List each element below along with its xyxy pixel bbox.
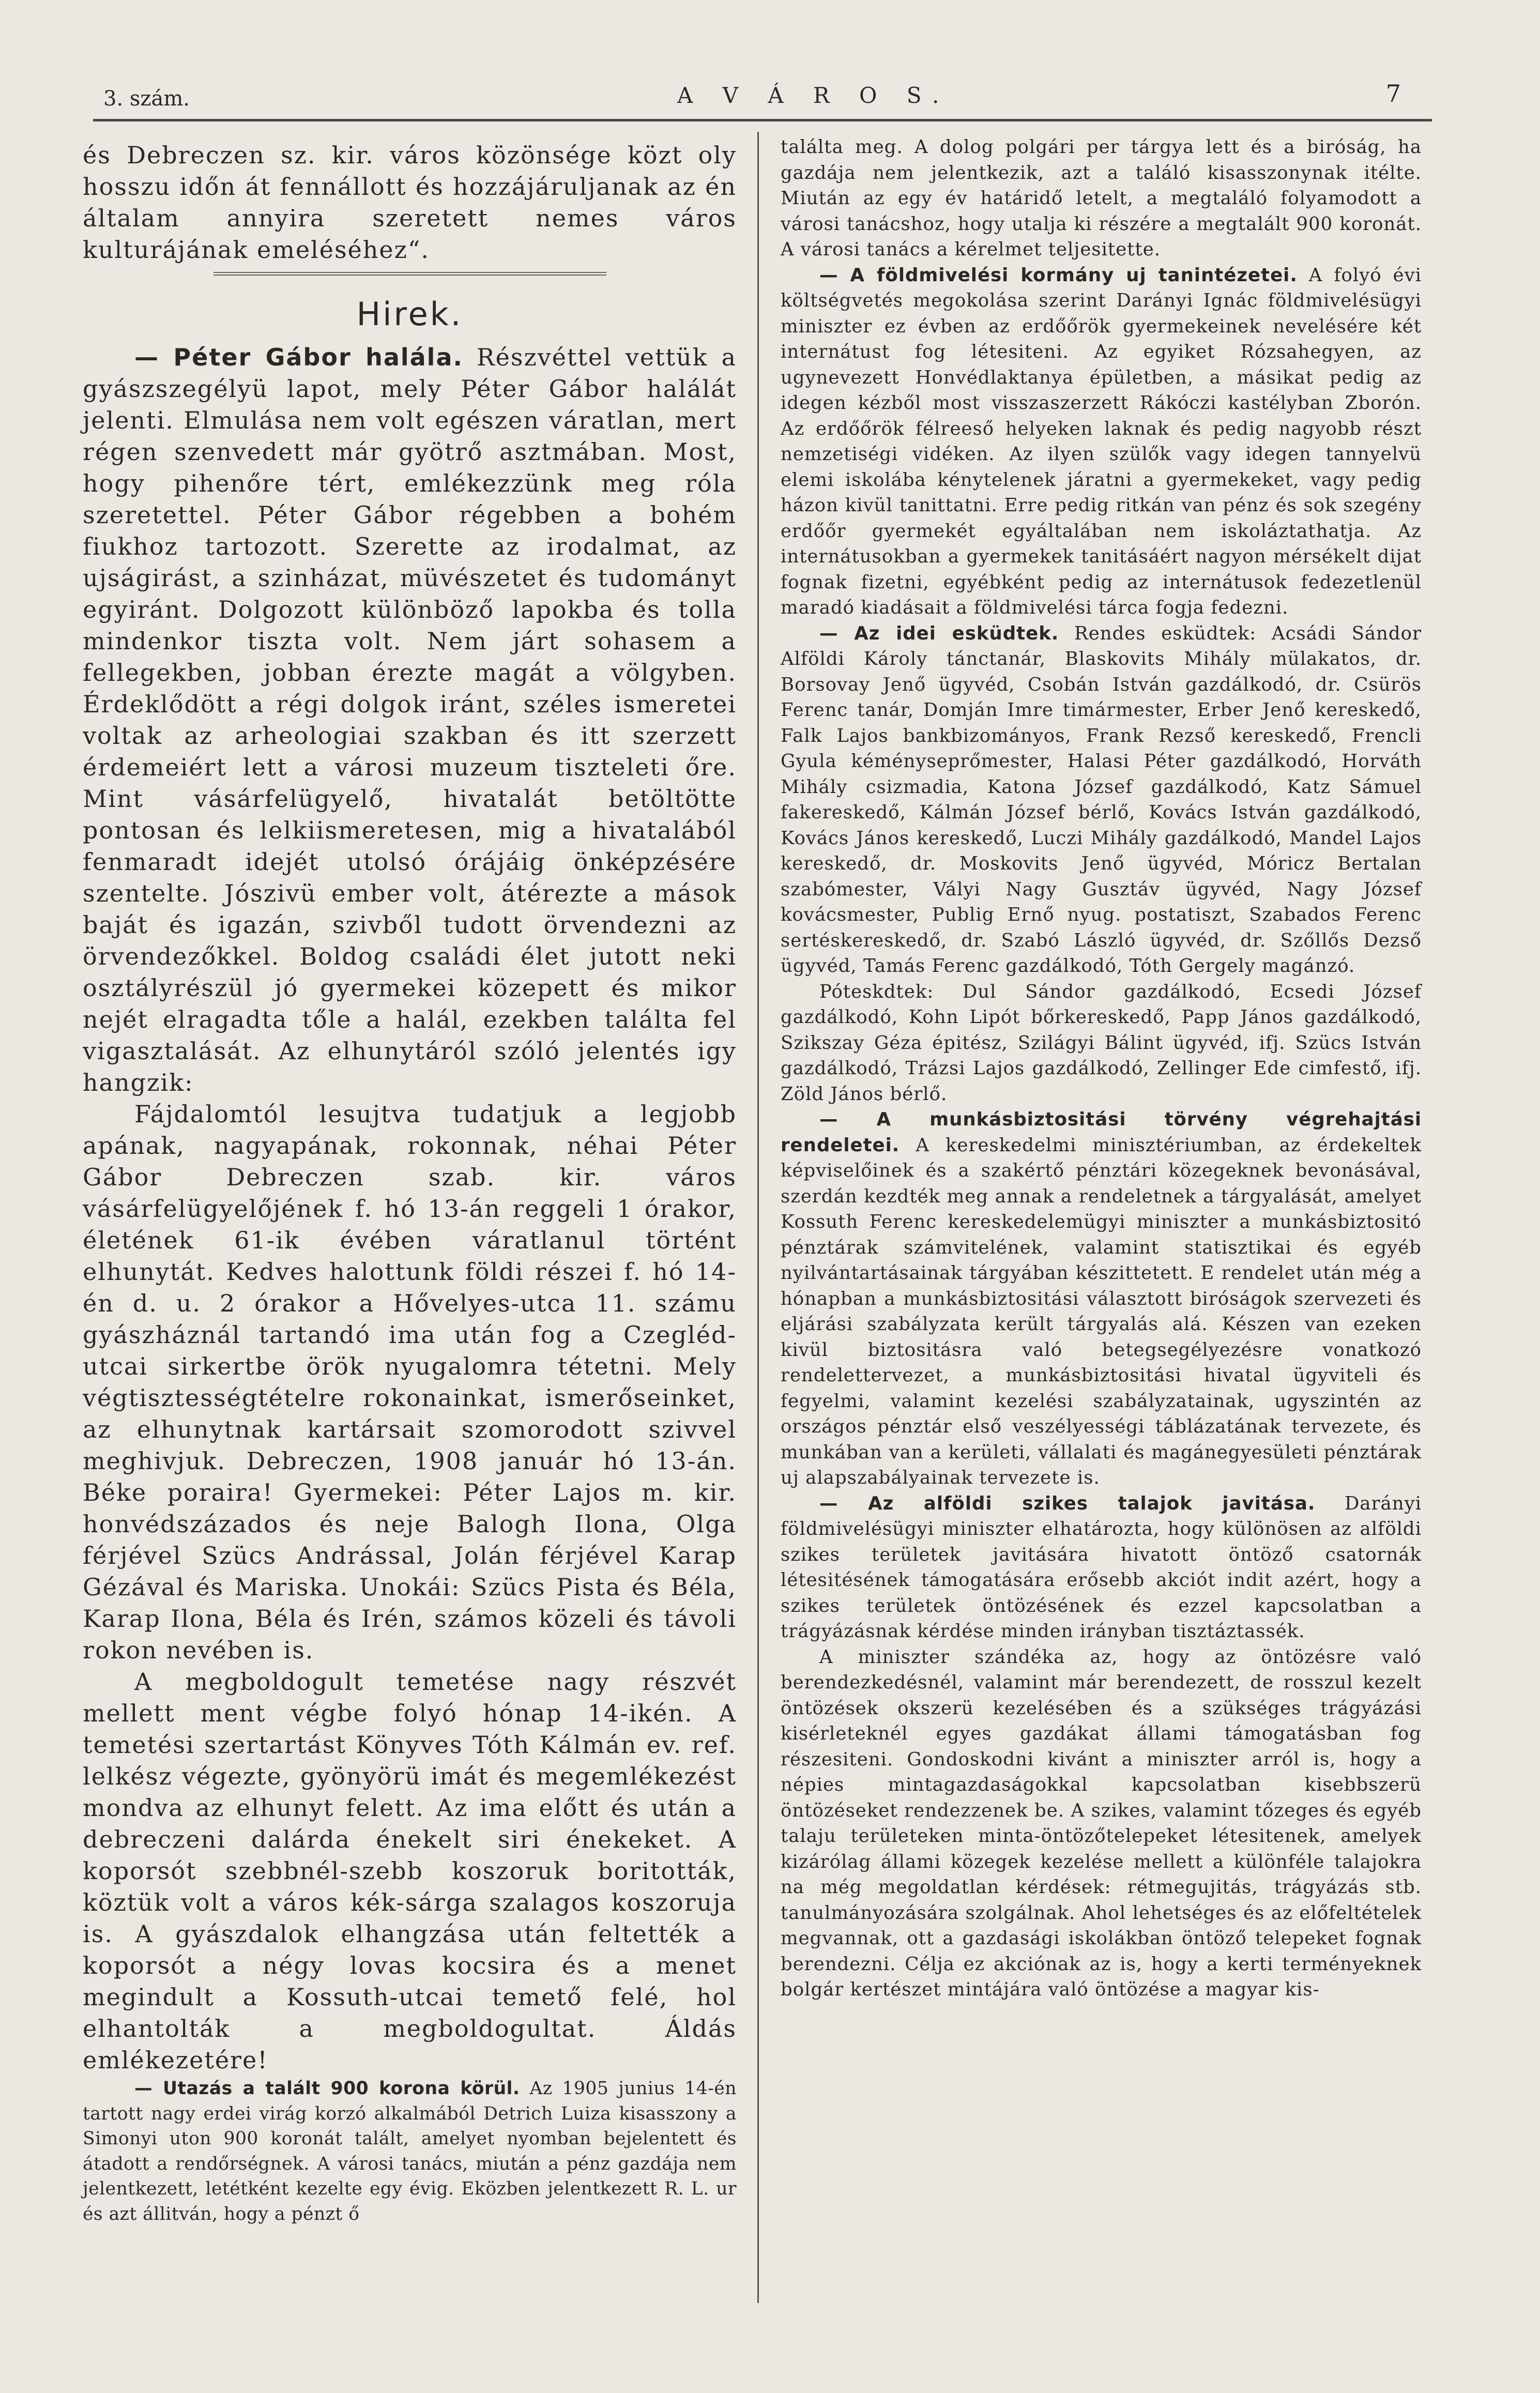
article-headline: — Az idei esküdtek.	[819, 622, 1059, 644]
article-munkasbiztositas	[781, 1107, 1422, 1491]
column-divider	[757, 132, 759, 2303]
continued-text: találta meg. A dolog polgári per tárgya lett és a biróság, ha gazdája nem jelentkezik, azt a találó kisasszonynak itélte. Miután az egy év határidő letelt, a megtaláló folyamodott a városi tanácshoz, hogy utalja ki részére a megtalált 900 koronát. A városi tanács a kérelmet teljesitette.	[781, 136, 1422, 260]
continued-text: és Debreczen sz. kir. város közönsége közt oly hosszu időn át fennállott és hozzájáruljanak az én általam annyira szeretett nemes város kulturájának emeléséhez“.	[83, 141, 737, 264]
obituary-notice: Fájdalomtól lesujtva tudatjuk a legjobb apának, nagyapának, rokonnak, néhai Péter Gábor Debreczen szab. kir. város vásárfelügyelőjének f. hó 13-án reggeli 1 órakor, életének 61-ik évében váratlanul történt elhunytát. Kedves halottunk földi részei f. hó 14-én d. u. 2 órakor a Hővelyes-utca 11. számu gyászháznál tartandó ima után fog a Czegléd-utcai sirkertbe örök nyugalomra tétetni. Mely végtisztességtételre rokonainkat, ismerőseinket, az elhunytnak kartársait szomorodott szivvel meghivjuk. Debreczen, 1908 január hó 13-án. Béke poraira! Gyermekei: Péter Lajos m. kir. honvédszázados és neje Balogh Ilona, Olga férjével Szücs Andrással, Jolán férjével Karap Gézával és Mariska. Unokái: Szücs Pista és Béla, Karap Ilona, Béla és Irén, számos közeli és távoli rokon nevében is.	[83, 1100, 737, 1664]
poteskudtek-list: Póteskdtek: Dul Sándor gazdálkodó, Ecsedi József gazdálkodó, Kohn Lipót bőrkereskedő, Papp János gazdálkodó, Szikszay Géza épitész, Szilágyi Bálint ügyvéd, ifj. Szücs István gazdálkodó, Trázsi Lajos gazdálkodó, Zellinger Ede cimfestő, ifj. Zöld János bérlő.	[781, 981, 1422, 1105]
funeral-report: A megboldogult temetése nagy részvét mellett ment végbe folyó hónap 14-ikén. A temetési szertartást Könyves Tóth Kálmán ev. ref. lelkész végezte, gyönyörü imát és megemlékezést mondva az elhunyt felett. Az ima előtt és után a debreczeni dalárda énekelt siri énekeket. A koporsót szebbnél-szebb koszoruk boritották, köztük volt a város kék-sárga szalagos koszoruja is. A gyászdalok elhangzása után feltették a koporsót a négy lovas kocsira és a menet megindult a Kossuth-utcai temető felé, hol elhantolták a megboldogultat. Áldás emlékezetére!	[83, 1668, 737, 2074]
article-body: A kereskedelmi minisztériumban, az érdekeltek képviselőinek és a szakértő pénztári közegeknek bevonásával, szerdán kezdték meg annak a rendeletnek a tárgyalását, amelyet Kossuth Ferenc kereskedelemügyi miniszter a munkásbiztositó pénztárak számvitelének, valamint statisztikai és egyéb nyilvántartásainak tárgyában készittetett. E rendelet után még a hónapban a munkásbiztositási választott biróságok szervezeti és eljárási szabályzata került tárgyalás alá. Készen van ezeken kivül biztositásra való betegsegélyezésre vonatkozó rendelettervezet, a munkásbiztositási hivatal ügyviteli és fegyelmi, valamint kezelési szabályzatainak, ugyszintén az országos pénztár első veszélyességi táblázatának tervezete, és munkában van a kerületi, vállalati és magánegyesületi pénztárak uj alapszabályainak tervezete is.	[781, 1134, 1422, 1488]
header-rule	[93, 119, 1432, 121]
article-headline: — Utazás a talált 900 korona körül.	[134, 2078, 520, 2099]
section-title: Hirek.	[356, 295, 463, 333]
issue-number: 3. szám.	[103, 87, 190, 111]
article-foldmivelesi	[781, 263, 1422, 621]
article-body: Darányi földmivelésügyi miniszter elhatározta, hogy különösen az alföldi szikes területek javitására hivatott öntöző csatornák létesitésének támogatására erősebb akciót indit azért, hogy a szikes területek öntözésének és ezzel kapcsolatban a trágyázásnak kérdése minden irányban tisztáztassék.	[781, 1492, 1422, 1642]
article-headline: — A munkásbiztositási törvény végrehajtási rendeletei.	[781, 1109, 1422, 1156]
article-headline: — Az alföldi szikes talajok javitása.	[819, 1492, 1316, 1514]
article-body: Rendes esküdtek: Acsádi Sándor Alföldi Károly tánctanár, Blaskovits Mihály mülakatos, dr. Borsovay Jenő ügyvéd, Csobán István gazdálkodó, dr. Csürös Ferenc tanár, Domján Imre timármester, Erber Jenő kereskedő, Falk Lajos bankbizományos, Frank Rezső kereskedő, Frencli Gyula kéményseprőmester, Halasi Péter gazdálkodó, Horváth Mihály csizmadia, Katona József gazdálkodó, Katz Sámuel fakereskedő, Kálmán József bérlő, Kovács István gazdálkodó, Kovács János kereskedő, Luczi Mihály gazdálkodó, Mandel Lajos kereskedő, dr. Moskovits Jenő ügyvéd, Móricz Bertalan szabómester, Vályi Nagy Gusztáv ügyvéd, Nagy József kovácsmester, Publig Ernő nyug. postatiszt, Szabados Ferenc sertéskereskedő, dr. Szabó László ügyvéd, dr. Szőllős Dezső ügyvéd, Tamás Ferenc gazdálkodó, Tóth Gergely magánzó.	[781, 622, 1422, 977]
article-body-continued: A miniszter szándéka az, hogy az öntözésre való berendezkedésnél, valamint már berendezett, de rosszul kezelt öntözések okszerü kezelésében és a szükséges trágyázási kisérleteknél egyes gazdákat állami támogatásban fog részesiteni. Gondoskodni kivánt a miniszter arról is, hogy a népies mintagazdaságokkal kapcsolatban kisebbszerü öntözéseket rendezzenek be. A szikes, valamint tőzeges és egyéb talaju területeken minta-öntözőtelepeket létesitenek, amelyek kizárólag állami közegek kezelése mellett a különféle talajokra na még megoldatlan kérdések: rétmegujitás, trágyázás stb. tanulmányozására szolgálnak. Ahol lehetséges és az előfeltételek megvannak, ott a gazdasági iskolákban öntöző telepeket fognak berendezni. Célja ez akciónak az is, hogy a kerti terményeknek bolgár kertészet mintájára való öntözése a magyar kis-	[781, 1646, 1422, 2000]
article-peter-gabor	[83, 342, 737, 1099]
article-headline: — A földmivelési kormány uj tanintézetei.	[819, 264, 1298, 286]
article-eskudtek	[781, 621, 1422, 979]
page-number: 7	[1385, 80, 1401, 108]
section-divider	[214, 272, 606, 276]
article-body: A folyó évi költségvetés megokolása szerint Darányi Ignác földmivelésügyi miniszter ez évben az erdőőrök gyermekeinek nevelésére két internátust fog létesiteni. Az egyiket Rózsahegyen, az ugynevezett Honvédlaktanya épületben, a másikat pedig az idegen kézből most visszaszerzett Rákóczi kastélyban Zborón. Az erdőőrök félreeső helyeken laknak és pedig nagyobb részt nemzetiségi vidéken. Az ilyen szülők vagy idegen tannyelvü elemi iskolába kénytelenek járatni a gyermekeket, vagy pedig házon kivül tanittatni. Erre pedig ritkán van pénz és sok szegény erdőőr gyermekét egyáltalában nem iskoláztathatja. Az internátusokban a gyermekek tanitásáért nagyon mérsékelt dijat fognak fizetni, egyébként pedig az internátusok fedezetlenül maradó kiadásait a földmivelési tárca fogja fedezni.	[781, 264, 1422, 618]
article-body: Részvéttel vettük a gyászszegélyü lapot, mely Péter Gábor halálát jelenti. Elmulása nem volt egészen váratlan, mert régen szenvedett már gyötrő asztmában. Most, hogy pihenőre tért, emlékezzünk meg róla szeretettel. Péter Gábor régebben a bohém fiukhoz tartozott. Szerette az irodalmat, az ujságirást, a szinházat, müvészetet és tudományt egyiránt. Dolgozott különböző lapokba és tolla mindenkor tiszta volt. Nem járt sohasem a fellegekben, jobban érezte magát a völgyben. Érdeklődött a régi dolgok iránt, széles ismeretei voltak az arheologiai szakban és itt szerzett érdemeiért lett a városi muzeum tiszteleti őre. Mint vásárfelügyelő, hivatalát betöltötte pontosan és lelkiismeretesen, mig a hivatalából fenmaradt idejét utolsó órájáig önképzésére szentelte. Jószivü ember volt, átérezte a mások baját és igazán, szivből tudott örvendezni az örvendezőkkel. Boldog családi élet jutott neki osztályrészül jó gyermekei közepett és mikor nejét elragadta tőle a halál, ezekben találta fel vigasztalását. Az elhunytáról szóló jelentés igy hangzik:	[83, 343, 737, 1096]
left-column	[83, 140, 737, 2227]
article-utazas	[83, 2076, 737, 2227]
article-headline: — Péter Gábor halála.	[134, 343, 463, 371]
page-header	[93, 78, 1416, 119]
right-column	[781, 134, 1422, 2003]
article-body: Az 1905 junius 14-én tartott nagy erdei virág korzó alkalmából Detrich Luiza kisasszony a Simonyi uton 900 koronát talált, amelyet nyomban bejelentett és átadott a rendőrségnek. A városi tanács, miután a pénz gazdája nem jelentkezett, letétként kezelte egy évig. Eközben jelentkezett R. L. ur és azt állitván, hogy a pénzt ő	[83, 2078, 737, 2224]
article-szikes	[781, 1491, 1422, 1644]
newspaper-title: A V Á R O S.	[677, 83, 951, 108]
